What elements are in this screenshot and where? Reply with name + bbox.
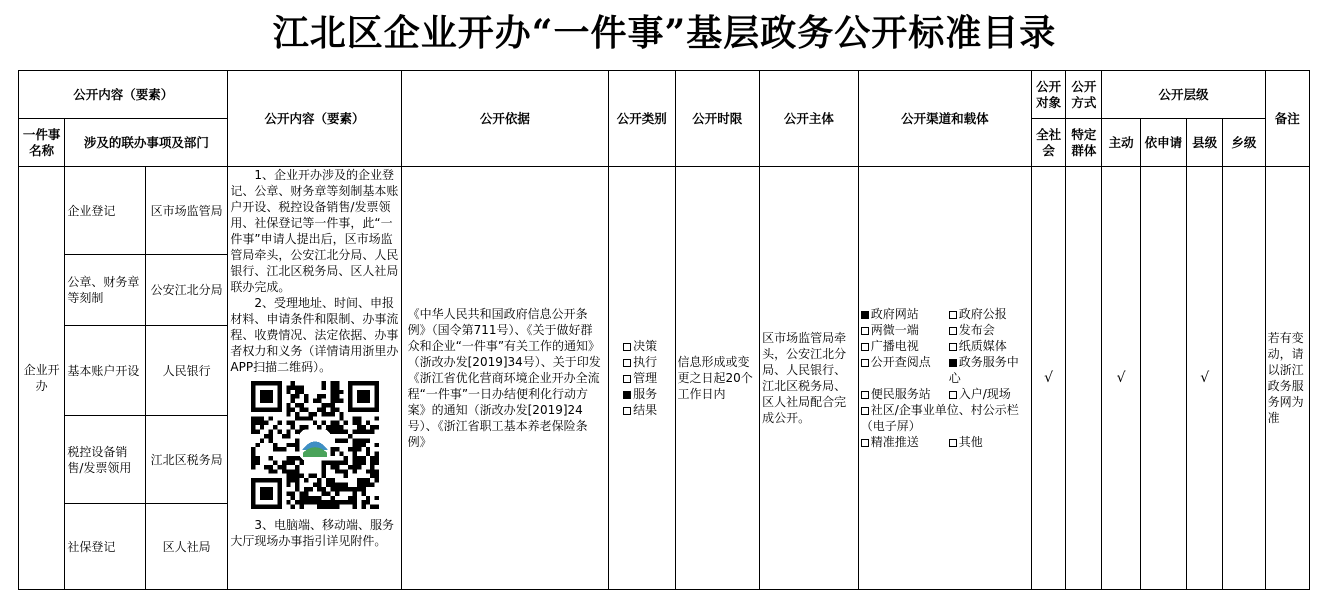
content-paragraph-2: 2、受理地址、时间、申报材料、申请条件和限制、办事流程、收费情况、法定依据、办事者权力和义务（详情请用浙里办APP扫描二维码）。: [230, 296, 399, 374]
content-description: [228, 167, 401, 590]
header-remark: 备注: [1265, 71, 1309, 167]
header-channels: 公开渠道和载体: [858, 71, 1031, 167]
empty-box-icon[interactable]: [623, 343, 631, 351]
sub-item-dept: 公安江北分局: [145, 255, 228, 326]
header-township: 乡级: [1223, 119, 1265, 167]
sub-item-name: 公章、财务章等刻制: [65, 255, 146, 326]
sub-item-dept: 区市场监管局: [145, 167, 228, 255]
channel-option: [949, 338, 1029, 354]
channel-option: [861, 338, 949, 354]
channel-option-label: 广播电视: [870, 339, 919, 353]
time-limit-text: 信息形成或变更之日起20个工作日内: [675, 167, 760, 590]
category-option: [623, 338, 674, 354]
empty-box-icon[interactable]: [861, 327, 869, 335]
channel-list: [859, 306, 1031, 450]
sub-item-name: 税控设备销售/发票领用: [65, 416, 146, 504]
header-method: 公开方式: [1066, 71, 1102, 119]
sub-item-dept: 人民银行: [145, 326, 228, 416]
category-option-label: 服务: [633, 387, 658, 401]
channel-option: [861, 402, 1029, 434]
header-time-limit: 公开时限: [675, 71, 760, 167]
channel-option-label: 政府网站: [870, 307, 919, 321]
channel-option-label: 政府公报: [958, 307, 1007, 321]
category-option: [623, 386, 674, 402]
channel-option-label: 社区/企事业单位、村公示栏（电子屏）: [860, 403, 1019, 433]
catalog-table: [18, 70, 1310, 590]
channel-option-label: 两微一端: [870, 323, 919, 337]
mark-specific-group: [1066, 167, 1102, 590]
channel-option-label: 发布会: [958, 323, 995, 337]
empty-box-icon[interactable]: [949, 391, 957, 399]
sub-item-name: 基本账户开设: [65, 326, 146, 416]
channel-option: [949, 386, 1029, 402]
empty-box-icon[interactable]: [949, 343, 957, 351]
header-subject: 公开主体: [760, 71, 859, 167]
header-content-elements-2: 公开内容（要素）: [228, 71, 401, 167]
header-on-request: 依申请: [1140, 119, 1186, 167]
channel-option-label: 纸质媒体: [958, 339, 1007, 353]
checked-box-icon[interactable]: [623, 391, 631, 399]
category-option: [623, 370, 674, 386]
mark-on-request: [1140, 167, 1186, 590]
remark-text: 若有变动，请以浙江政务服务网为准: [1265, 167, 1309, 590]
header-content-elements: 公开内容（要素）: [19, 71, 228, 119]
channel-option: [949, 322, 1029, 338]
header-category: 公开类别: [609, 71, 675, 167]
empty-box-icon[interactable]: [949, 311, 957, 319]
channel-option-label: 其他: [958, 435, 983, 449]
empty-box-icon[interactable]: [861, 343, 869, 351]
channels-cell: [858, 167, 1031, 590]
category-option-label: 管理: [633, 371, 658, 385]
header-basis: 公开依据: [401, 71, 608, 167]
qr-code-container: [230, 375, 398, 517]
sub-item-dept: 江北区税务局: [145, 416, 228, 504]
content-paragraph-1: 1、企业开办涉及的企业登记、公章、财务章等刻制基本账户开设、税控设备销售/发票领用、社保登记等一件事，此“一件事”申请人提出后，区市场监管局牵头，公安江北分局、人民银行、江北区税务局、区人社局联办完成。: [230, 168, 399, 294]
channel-option-label: 便民服务站: [870, 387, 931, 401]
empty-box-icon[interactable]: [861, 359, 869, 367]
sub-item-name: 社保登记: [65, 504, 146, 590]
empty-box-icon[interactable]: [623, 375, 631, 383]
channel-option-label: 政务服务中心: [948, 355, 1019, 385]
subject-text: 区市场监管局牵头，公安江北分局、人民银行、江北区税务局、区人社局配合完成公开。: [760, 167, 859, 590]
qr-code-icon[interactable]: [251, 381, 379, 509]
channel-option: [949, 354, 1029, 386]
category-option-label: 执行: [633, 355, 658, 369]
channel-option: [861, 306, 949, 322]
category-cell: [609, 167, 675, 590]
sub-item-name: 企业登记: [65, 167, 146, 255]
channel-option-label: 入户/现场: [958, 387, 1011, 401]
empty-box-icon[interactable]: [623, 359, 631, 367]
header-item-name: 一件事名称: [19, 119, 65, 167]
mark-active: √: [1102, 167, 1140, 590]
header-all-society: 全社会: [1031, 119, 1065, 167]
channel-option: [861, 354, 949, 386]
content-paragraph-3: 3、电脑端、移动端、服务大厅现场办事指引详见附件。: [230, 518, 395, 548]
header-target: 公开对象: [1031, 71, 1065, 119]
channel-option: [949, 434, 1029, 450]
header-county: 县级: [1187, 119, 1223, 167]
category-option: [623, 402, 674, 418]
checked-box-icon[interactable]: [861, 311, 869, 319]
category-option-label: 结果: [633, 403, 658, 417]
header-level: 公开层级: [1102, 71, 1265, 119]
basis-text: 《中华人民共和国政府信息公开条例》（国令第711号）、《关于做好群众和企业“一件事”有关工作的通知》（浙改办发[2019]34号）、关于印发《浙江省优化营商环境企业开办全流程“一件事”一日办结便利化行动方案》的通知（浙改办发[2019]24号）、《浙江省职工基本养老保险条例》: [401, 167, 608, 590]
channel-option: [861, 386, 949, 402]
empty-box-icon[interactable]: [623, 407, 631, 415]
channel-option: [949, 306, 1029, 322]
item-name-cell: 企业开办: [19, 167, 65, 590]
empty-box-icon[interactable]: [861, 407, 869, 415]
empty-box-icon[interactable]: [861, 439, 869, 447]
channel-option: [861, 434, 949, 450]
header-related-items: 涉及的联办事项及部门: [65, 119, 228, 167]
channel-option: [861, 322, 949, 338]
empty-box-icon[interactable]: [949, 327, 957, 335]
channel-option-label: 公开查阅点: [870, 355, 931, 369]
category-option: [623, 354, 674, 370]
mark-township: [1223, 167, 1265, 590]
empty-box-icon[interactable]: [949, 439, 957, 447]
channel-option-label: 精准推送: [870, 435, 919, 449]
page-title: 江北区企业开办“一件事”基层政务公开标准目录: [272, 12, 1057, 54]
header-active: 主动: [1102, 119, 1140, 167]
header-specific-group: 特定群体: [1066, 119, 1102, 167]
empty-box-icon[interactable]: [861, 391, 869, 399]
checked-box-icon[interactable]: [949, 359, 957, 367]
category-option-label: 决策: [633, 339, 658, 353]
sub-item-dept: 区人社局: [145, 504, 228, 590]
mark-county: √: [1187, 167, 1223, 590]
category-list: [609, 338, 674, 418]
mark-all-society: √: [1031, 167, 1065, 590]
